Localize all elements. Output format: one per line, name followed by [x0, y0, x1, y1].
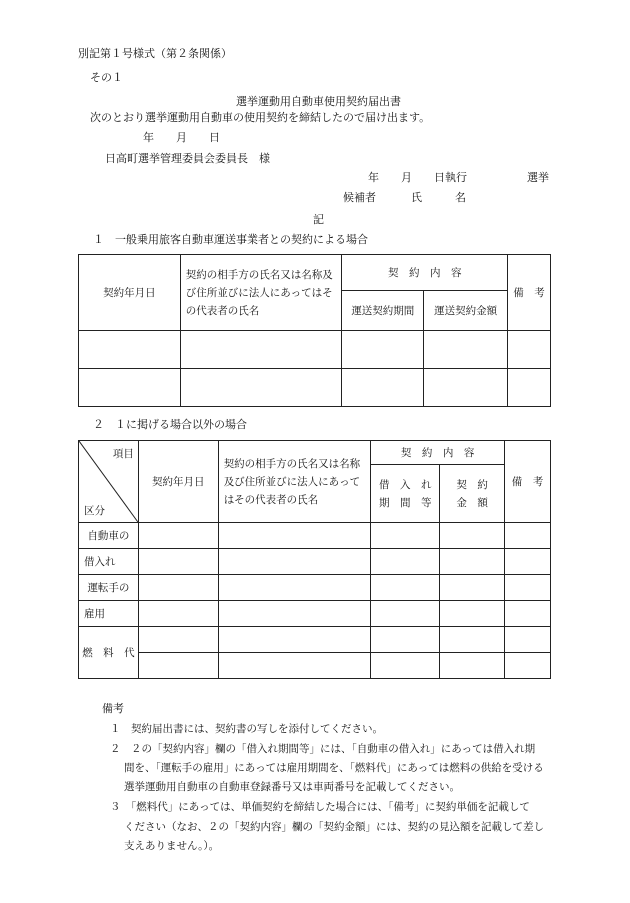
- table-cell[interactable]: [371, 653, 440, 679]
- section1-table: [78, 254, 551, 407]
- note-2-line-3: 選挙運動用自動車の自動車登録番号又は車両番号を記載してください。: [124, 781, 460, 793]
- table-cell[interactable]: [505, 601, 551, 627]
- intro-text: 次のとおり選挙運動用自動車の使用契約を締結したので届け出ます。: [90, 111, 431, 124]
- note-2-line-1: ２ ２の「契約内容」欄の「借入れ期間等」には、「自動車の借入れ」にあっては借入れ期: [110, 743, 536, 755]
- table-cell[interactable]: [138, 523, 218, 549]
- table-cell[interactable]: [218, 601, 371, 627]
- candidate-name-label: 氏 名: [411, 191, 466, 204]
- table-cell[interactable]: [138, 601, 218, 627]
- addressee: 日高町選挙管理委員会委員長 様: [105, 152, 270, 165]
- table-cell[interactable]: [440, 653, 505, 679]
- table-cell[interactable]: [218, 549, 371, 575]
- col-remarks: 備 考: [505, 441, 551, 523]
- notes-heading: 備考: [102, 702, 124, 715]
- table-cell[interactable]: [424, 331, 508, 369]
- col-rental-period-line2: 期 間 等: [378, 496, 432, 509]
- col-contract-amount-line2: 金 額: [456, 496, 488, 509]
- row-driver-label-2: 雇用: [79, 601, 139, 627]
- submission-date: 年 月 日: [143, 131, 220, 144]
- candidate-label: 候補者: [343, 191, 376, 204]
- col-remarks: 備 考: [508, 255, 551, 331]
- note-3-line-2: ください（なお、２の「契約内容」欄の「契約金額」には、契約の見込額を記載して差し: [124, 821, 544, 833]
- table-cell[interactable]: [440, 523, 505, 549]
- section1-heading: １ 一般乗用旅客自動車運送事業者との契約による場合: [93, 233, 368, 246]
- row-driver-label-1: 運転手の: [79, 575, 139, 601]
- table-cell[interactable]: [440, 549, 505, 575]
- table-cell[interactable]: [342, 331, 424, 369]
- table-row: [79, 369, 551, 407]
- row-car-rental-label-1: 自動車の: [79, 523, 139, 549]
- section2-heading: ２ １に掲げる場合以外の場合: [93, 418, 247, 431]
- table-cell[interactable]: [138, 575, 218, 601]
- table-cell[interactable]: [180, 369, 342, 407]
- row-fuel-label: 燃 料 代: [79, 627, 139, 679]
- col-contract-amount: [440, 465, 505, 523]
- table-cell[interactable]: [508, 331, 551, 369]
- table-cell[interactable]: [505, 575, 551, 601]
- table-cell[interactable]: [440, 601, 505, 627]
- table-cell[interactable]: [505, 627, 551, 653]
- col-contract-amount-line1: 契 約: [456, 478, 488, 491]
- table-cell[interactable]: [79, 331, 181, 369]
- row-car-rental-label-2: 借入れ: [79, 549, 139, 575]
- ki-mark: 記: [313, 213, 324, 226]
- col-transport-period: 運送契約期間: [342, 291, 424, 331]
- part-label: その１: [90, 71, 123, 84]
- col-rental-period: [371, 465, 440, 523]
- note-3-line-3: 支えありません。）。: [124, 840, 220, 852]
- table-cell[interactable]: [180, 331, 342, 369]
- diagonal-header-cell: [79, 441, 139, 523]
- col-transport-amount: 運送契約金額: [424, 291, 508, 331]
- col-rental-period-line1: 借 入 れ: [378, 478, 432, 491]
- document-title: 選挙運動用自動車使用契約届出書: [236, 95, 401, 108]
- col-contract-party: 契約の相手方の氏名又は名称及び住所並びに法人にあってはその代表者の氏名: [180, 255, 342, 331]
- table-cell[interactable]: [138, 653, 218, 679]
- table-cell[interactable]: [505, 549, 551, 575]
- table-cell[interactable]: [138, 549, 218, 575]
- table-cell[interactable]: [342, 369, 424, 407]
- table-cell[interactable]: [218, 653, 371, 679]
- table-cell[interactable]: [371, 523, 440, 549]
- table-cell[interactable]: [440, 627, 505, 653]
- table-row: [79, 627, 551, 653]
- col-contract-content: 契 約 内 容: [371, 441, 505, 465]
- table-cell[interactable]: [371, 549, 440, 575]
- table-cell[interactable]: [505, 653, 551, 679]
- section2-table: [78, 440, 551, 679]
- table-row: [79, 523, 551, 549]
- note-3-line-1: ３ 「燃料代」にあっては、単価契約を締結した場合には、「備考」に契約単価を記載して: [110, 801, 530, 813]
- table-row: [79, 653, 551, 679]
- table-row: [79, 601, 551, 627]
- table-cell[interactable]: [138, 627, 218, 653]
- table-cell[interactable]: [371, 601, 440, 627]
- table-cell[interactable]: [218, 575, 371, 601]
- note-2-line-2: 間を、「運転手の雇用」にあっては雇用期間を、「燃料代」にあっては燃料の供給を受ける: [124, 762, 544, 774]
- election-suffix: 選挙: [527, 171, 549, 184]
- col-contract-party: 契約の相手方の氏名又は名称及び住所並びに法人にあってはその代表者の氏名: [218, 441, 371, 523]
- table-cell[interactable]: [371, 575, 440, 601]
- diagonal-top-label: 項目: [112, 448, 134, 460]
- election-date: 年 月 日執行: [368, 171, 467, 184]
- table-cell[interactable]: [505, 523, 551, 549]
- table-cell[interactable]: [79, 369, 181, 407]
- table-cell[interactable]: [440, 575, 505, 601]
- table-row: [79, 331, 551, 369]
- diagonal-bottom-label: 区分: [84, 505, 105, 517]
- table-cell[interactable]: [218, 523, 371, 549]
- col-contract-content: 契 約 内 容: [342, 255, 508, 291]
- table-cell[interactable]: [371, 627, 440, 653]
- col-contract-date: 契約年月日: [79, 255, 181, 331]
- note-1: １ 契約届出書には、契約書の写しを添付してください。: [110, 723, 383, 735]
- table-cell[interactable]: [508, 369, 551, 407]
- col-contract-date: 契約年月日: [138, 441, 218, 523]
- table-cell[interactable]: [424, 369, 508, 407]
- table-row: [79, 575, 551, 601]
- table-row: [79, 549, 551, 575]
- form-label: 別記第１号様式（第２条関係）: [78, 47, 232, 60]
- table-cell[interactable]: [218, 627, 371, 653]
